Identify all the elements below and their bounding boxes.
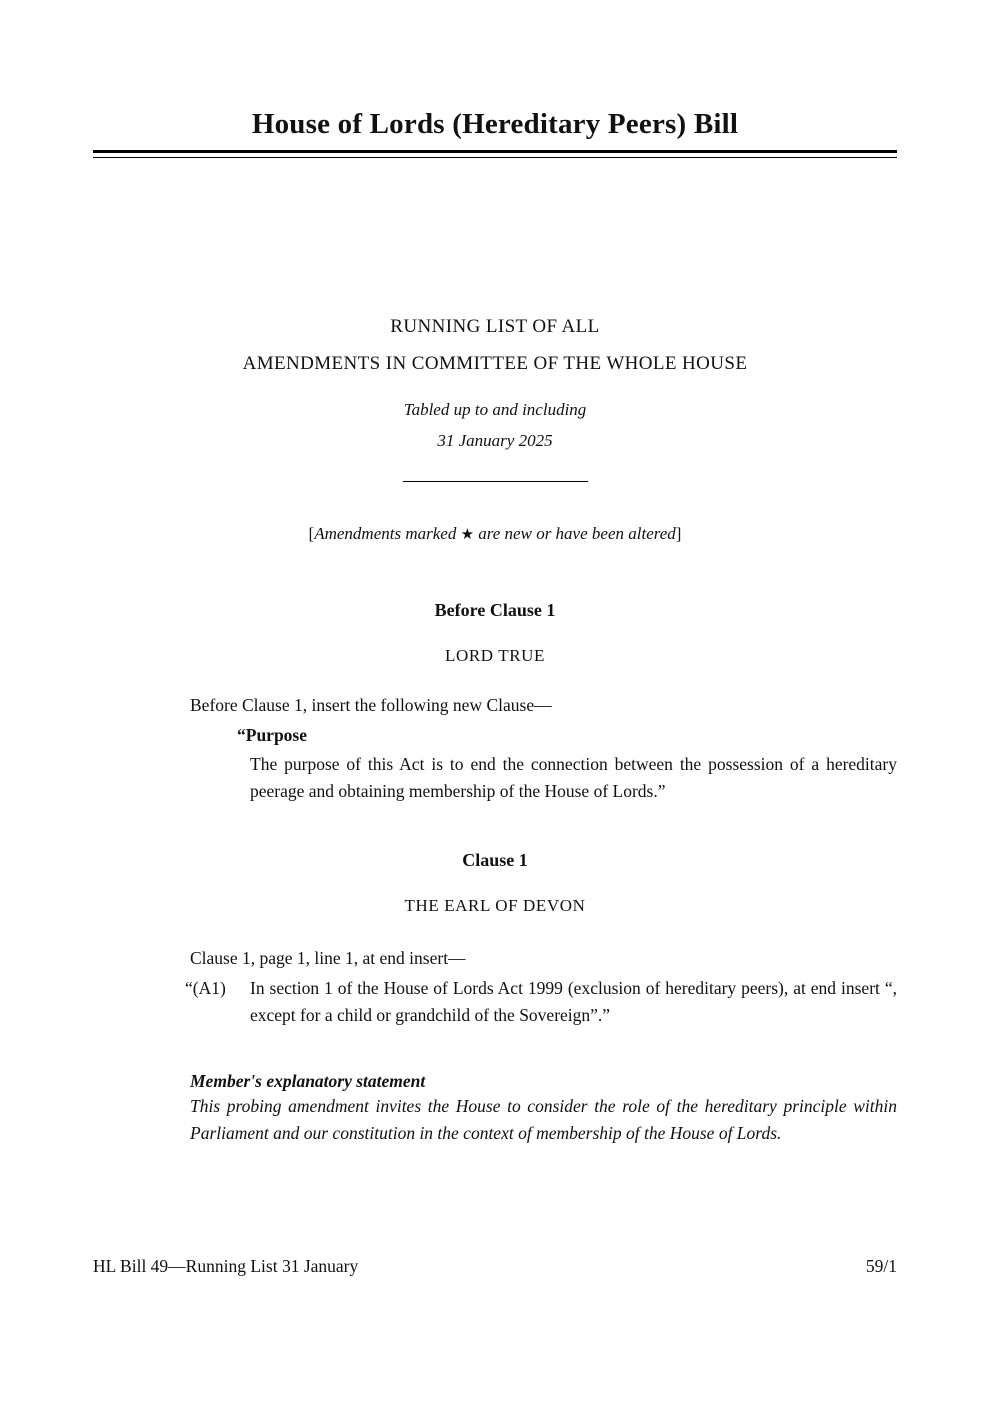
separator-rule bbox=[403, 481, 588, 482]
purpose-body: The purpose of this Act is to end the connection between the possession of a hereditary peerage and obtaining membership of the House of Lords.” bbox=[250, 754, 897, 801]
note-close-bracket: ] bbox=[675, 524, 682, 543]
purpose-heading: “Purpose bbox=[237, 725, 307, 745]
before-clause-1-heading: Before Clause 1 bbox=[434, 600, 556, 620]
note-text-after-star: are new or have been altered bbox=[474, 524, 676, 543]
amendments-marked-note bbox=[93, 524, 897, 544]
running-list-line2: AMENDMENTS IN COMMITTEE OF THE WHOLE HOUSE bbox=[242, 353, 748, 374]
clause-1-instruction: Clause 1, page 1, line 1, at end insert— bbox=[190, 948, 466, 968]
footer-bill-reference: HL Bill 49—Running List 31 January bbox=[93, 1256, 359, 1276]
note-text-before-star: Amendments marked bbox=[314, 524, 461, 543]
star-icon: ★ bbox=[460, 527, 475, 543]
explanatory-statement-heading: Member's explanatory statement bbox=[190, 1071, 426, 1091]
tabled-up-to-note: Tabled up to and including bbox=[403, 400, 587, 419]
document-title: House of Lords (Hereditary Peers) Bill bbox=[251, 108, 739, 140]
page-footer bbox=[93, 1256, 897, 1277]
running-list-heading bbox=[93, 316, 897, 375]
explanatory-statement-body: This probing amendment invites the House to consider the role of the hereditary principle within Parliament and our constitution in the context of membership of the House of Lords. bbox=[190, 1096, 897, 1143]
amendment-a1 bbox=[93, 975, 897, 1029]
peer-name-lord-true: LORD TRUE bbox=[444, 646, 545, 665]
document-content bbox=[0, 108, 991, 1147]
peer-name-earl-of-devon: THE EARL OF DEVON bbox=[404, 896, 586, 915]
clause-1-heading: Clause 1 bbox=[462, 850, 528, 870]
title-double-rule bbox=[93, 150, 897, 158]
tabled-date: 31 January 2025 bbox=[437, 431, 553, 450]
footer-page-number: 59/1 bbox=[865, 1256, 897, 1276]
amendment-text: In section 1 of the House of Lords Act 1999 (exclusion of hereditary peers), at end insert “, except for a child or grandchild of the Sovereign”.” bbox=[250, 978, 897, 1025]
running-list-line1: RUNNING LIST OF ALL bbox=[390, 316, 600, 337]
before-clause-1-instruction: Before Clause 1, insert the following new Clause— bbox=[190, 695, 552, 715]
note-open-bracket: [ bbox=[308, 524, 315, 543]
amendment-number: “(A1) bbox=[185, 978, 226, 998]
